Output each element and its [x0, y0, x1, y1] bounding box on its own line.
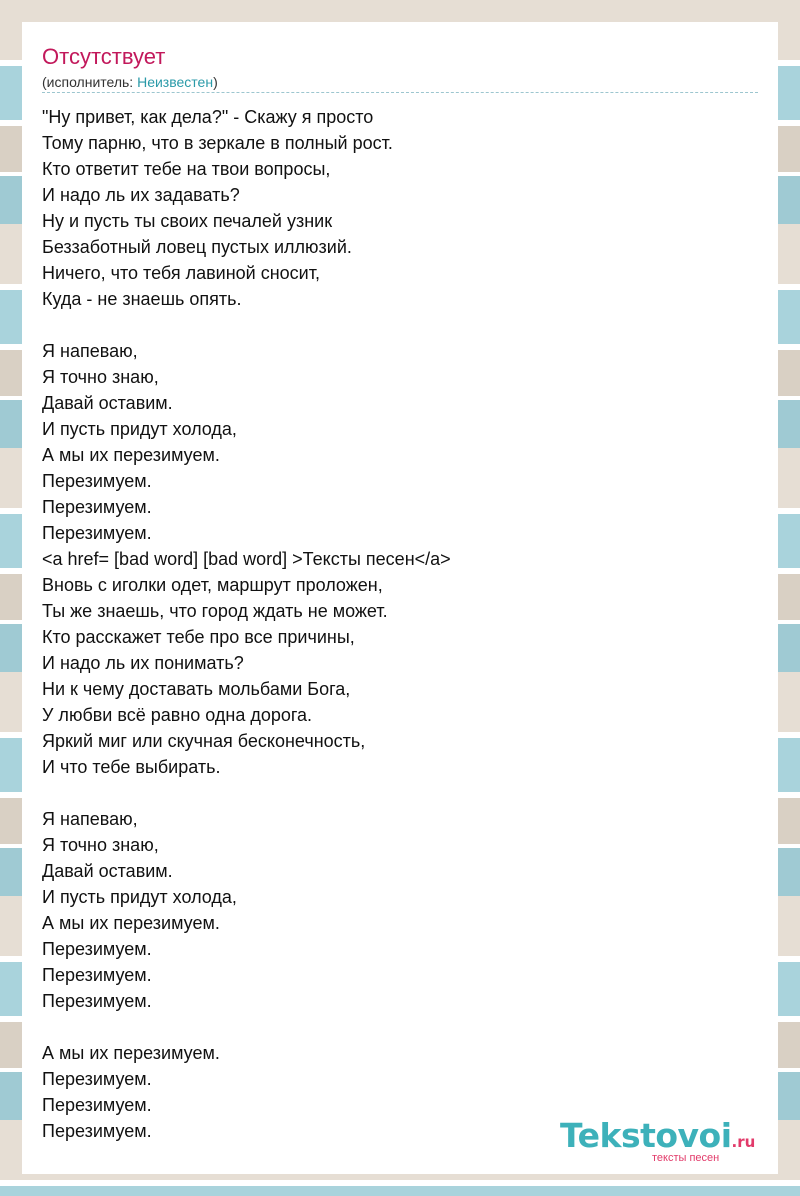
lyric-line: Куда - не знаешь опять. — [42, 289, 242, 309]
lyric-line: Перезимуем. — [42, 1095, 152, 1115]
lyrics-card — [22, 22, 778, 1174]
lyric-line: <a href= [bad word] [bad word] >Тексты песен</a> — [42, 549, 451, 569]
lyric-line: И надо ль их понимать? — [42, 653, 244, 673]
lyric-line: Перезимуем. — [42, 1121, 152, 1141]
lyric-line: Я напеваю, — [42, 809, 138, 829]
lyric-line: Перезимуем. — [42, 939, 152, 959]
lyric-blank-line — [42, 312, 742, 338]
lyric-line: Перезимуем. — [42, 471, 152, 491]
lyric-line: Ни к чему доставать мольбами Бога, — [42, 679, 351, 699]
song-title: Отсутствует — [42, 44, 166, 69]
lyric-line: Я точно знаю, — [42, 367, 159, 387]
lyric-line: Ты же знаешь, что город ждать не может. — [42, 601, 388, 621]
artist-suffix: ) — [213, 74, 218, 90]
lyric-line: Перезимуем. — [42, 523, 152, 543]
lyric-line: А мы их перезимуем. — [42, 445, 220, 465]
lyric-line: Ну и пусть ты своих печалей узник — [42, 211, 333, 231]
lyric-line: Кто расскажет тебе про все причины, — [42, 627, 355, 647]
lyric-line: И пусть придут холода, — [42, 887, 237, 907]
lyric-line: Перезимуем. — [42, 497, 152, 517]
lyric-line: "Ну привет, как дела?" - Скажу я просто — [42, 107, 374, 127]
lyric-line: А мы их перезимуем. — [42, 1043, 220, 1063]
lyric-line: Давай оставим. — [42, 393, 173, 413]
lyric-line: У любви всё равно одна дорога. — [42, 705, 313, 725]
title-divider — [42, 92, 758, 93]
lyrics-text — [42, 104, 742, 1144]
lyric-line: Я точно знаю, — [42, 835, 159, 855]
lyric-line: Тому парню, что в зеркале в полный рост. — [42, 133, 393, 153]
lyric-line: Кто ответит тебе на твои вопросы, — [42, 159, 331, 179]
lyric-line: Давай оставим. — [42, 861, 173, 881]
lyric-blank-line — [42, 780, 742, 806]
lyric-line: А мы их перезимуем. — [42, 913, 220, 933]
lyric-blank-line — [42, 1014, 742, 1040]
lyric-line: Беззаботный ловец пустых иллюзий. — [42, 237, 352, 257]
lyric-line: Ничего, что тебя лавиной сносит, — [42, 263, 320, 283]
logo-main-text: Tekstovoi — [560, 1116, 732, 1155]
artist-line — [42, 73, 218, 91]
logo-tagline: тексты песен — [652, 1152, 720, 1164]
lyric-line: Перезимуем. — [42, 965, 152, 985]
artist-prefix: (исполнитель: — [42, 74, 138, 90]
lyric-line: И надо ль их задавать? — [42, 185, 240, 205]
lyric-line: И пусть придут холода, — [42, 419, 237, 439]
lyric-line: Перезимуем. — [42, 991, 152, 1011]
site-logo[interactable] — [560, 1116, 770, 1168]
artist-link[interactable]: Неизвестен — [137, 74, 214, 90]
lyric-line: И что тебе выбирать. — [42, 757, 221, 777]
lyric-line: Перезимуем. — [42, 1069, 152, 1089]
lyric-line: Вновь с иголки одет, маршрут проложен, — [42, 575, 383, 595]
lyric-line: Я напеваю, — [42, 341, 138, 361]
lyric-line: Яркий миг или скучная бесконечность, — [42, 731, 366, 751]
logo-domain: .ru — [731, 1133, 756, 1151]
